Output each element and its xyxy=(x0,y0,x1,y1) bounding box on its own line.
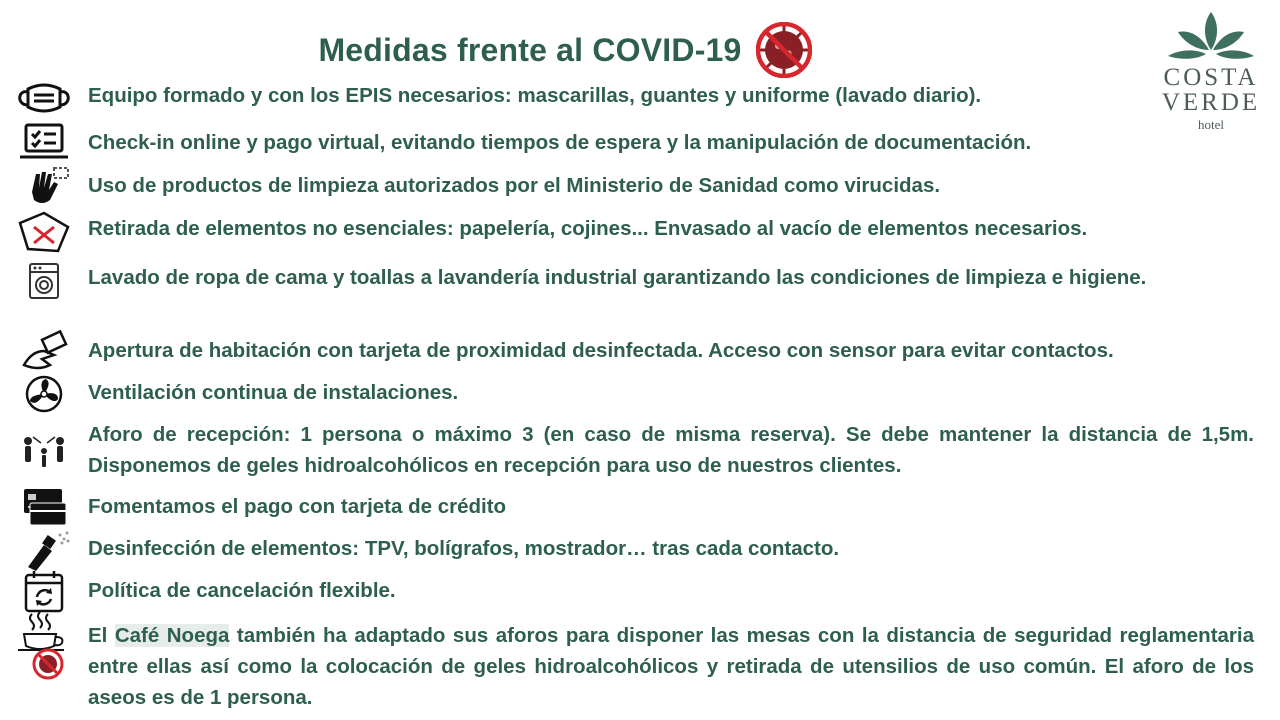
logo-text-hotel: hotel xyxy=(1198,117,1224,132)
measure-text: Fomentamos el pago con tarjeta de crédito xyxy=(88,495,507,518)
no-covid-icon xyxy=(756,22,812,78)
measure-text: Equipo formado y con los EPIS necesarios: mascarillas, guantes y uniforme (lavado diario). xyxy=(88,84,982,107)
social-distance-icon xyxy=(14,429,74,475)
cafe-name: Café Noega xyxy=(114,624,230,647)
calendar-refresh-icon xyxy=(14,569,74,615)
cafe-text-prefix: El xyxy=(88,624,115,647)
spray-bottle-icon xyxy=(14,527,74,573)
laptop-checklist-icon xyxy=(14,121,74,167)
measure-text: Uso de productos de limpieza autorizados por el Ministerio de Sanidad como virucidas. xyxy=(88,174,941,197)
measure-text: Desinfección de elementos: TPV, bolígrafos, mostrador… tras cada contacto. xyxy=(88,537,840,560)
key-card-icon xyxy=(14,329,74,375)
no-pillow-icon xyxy=(14,209,74,255)
measure-text: Aforo de recepción: 1 persona o máximo 3 (en caso de misma reserva). Se debe mantener la distancia de 1,5m. Disponemos de geles hidroalcohólicos en recepción para uso de nuestros clientes. xyxy=(88,423,1254,477)
credit-card-icon xyxy=(14,485,74,531)
page-title: Medidas frente al COVID-19 xyxy=(318,31,742,68)
measure-text: Check-in online y pago virtual, evitando tiempos de espera y la manipulación de documentación. xyxy=(88,131,1032,154)
face-mask-icon xyxy=(14,75,74,121)
hotel-logo xyxy=(1150,8,1272,131)
cleaning-hand-icon xyxy=(14,164,74,210)
lotus-leaves-icon xyxy=(1166,8,1256,60)
header xyxy=(0,22,1130,78)
measure-text xyxy=(88,620,1254,713)
logo-text-costa: COSTA xyxy=(1163,64,1259,91)
logo-text-verde: VERDE xyxy=(1161,89,1261,116)
measure-text: Lavado de ropa de cama y toallas a lavandería industrial garantizando las condiciones de limpieza e higiene. xyxy=(88,266,1147,289)
measure-text: Retirada de elementos no esenciales: papelería, cojines... Envasado al vacío de elementos necesarios. xyxy=(88,217,1088,240)
measure-text: Política de cancelación flexible. xyxy=(88,579,396,602)
coffee-virus-icon xyxy=(14,610,74,680)
washing-machine-icon xyxy=(14,258,74,304)
fan-icon xyxy=(14,371,74,417)
measure-text: Ventilación continua de instalaciones. xyxy=(88,381,459,404)
measure-text: Apertura de habitación con tarjeta de proximidad desinfectada. Acceso con sensor para evitar contactos. xyxy=(88,339,1114,362)
cafe-text-suffix: también ha adaptado sus aforos para disponer las mesas con la distancia de seguridad reglamentaria entre ellas así como la colocación de geles hidroalcohólicos y retirada de utensilios de uso común. El aforo de los aseos es de 1 persona. xyxy=(88,624,1254,709)
